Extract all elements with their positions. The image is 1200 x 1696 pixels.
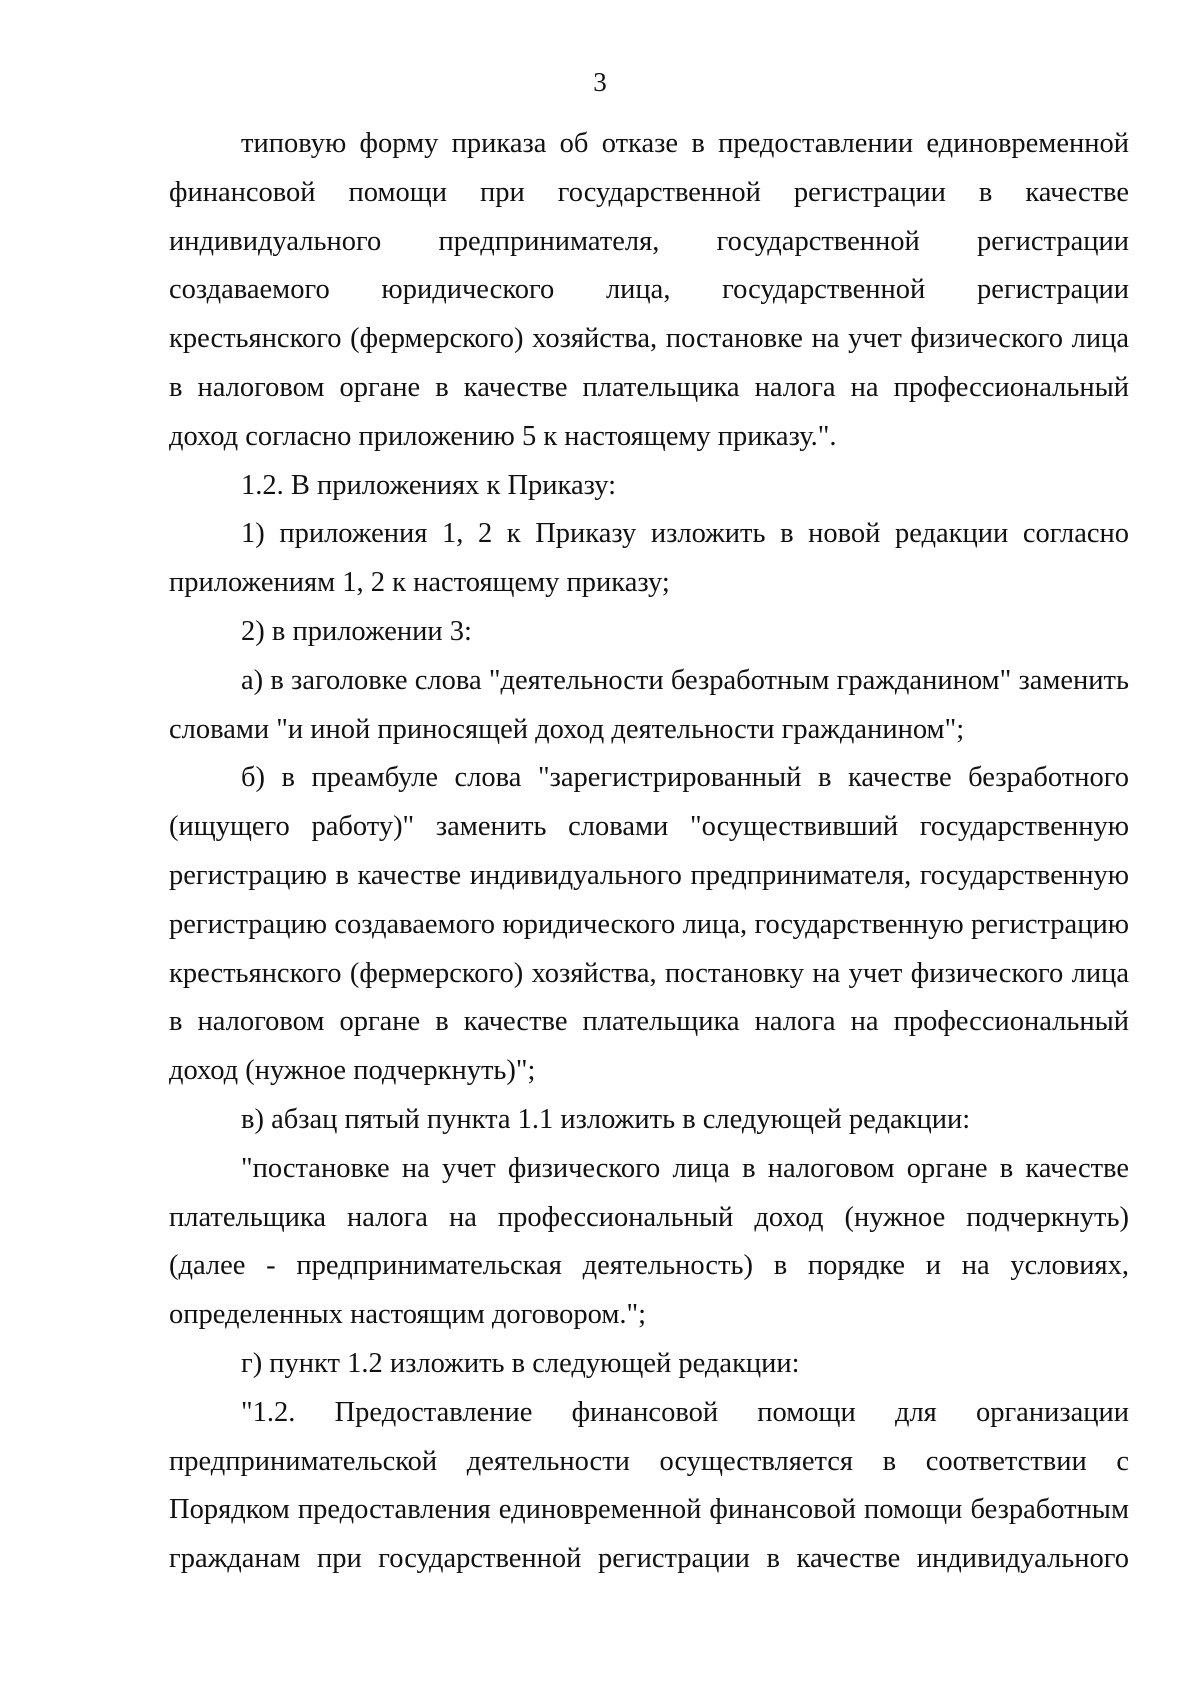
paragraph-item-1: 1) приложения 1, 2 к Приказу изложить в новой редакции согласно приложениям 1, 2 к настоящему приказу; xyxy=(169,518,1129,599)
paragraph-subitem-v: в) абзац пятый пункта 1.1 изложить в следующей редакции: xyxy=(241,1103,971,1135)
paragraph-subitem-g: г) пункт 1.2 изложить в следующей редакции: xyxy=(241,1347,800,1379)
paragraph-quoted-1-2: "1.2. Предоставление финансовой помощи для организации предпринимательской деятельности осуществляется в соответствии с Порядком предоставления единовременной финансовой помощи безработным гражданам при государственной регистрации в качестве индивидуального xyxy=(169,1396,1129,1575)
paragraph-1-2-heading: 1.2. В приложениях к Приказу: xyxy=(241,469,617,501)
paragraph-subitem-a: а) в заголовке слова "деятельности безработным гражданином" заменить словами "и иной приносящей доход деятельности гражданином"; xyxy=(169,664,1129,745)
paragraph-quoted-text: "постановке на учет физического лица в налоговом органе в качестве плательщика налога на профессиональный доход (нужное подчеркнуть) (далее - предпринимательская деятельность) в порядке и на условиях, определенных настоящим договором."; xyxy=(169,1152,1129,1331)
page-number: 3 xyxy=(593,67,607,97)
paragraph-subitem-b: б) в преамбуле слова "зарегистрированный в качестве безработного (ищущего работу)" заменить словами "осуществивший государственную регистрацию в качестве индивидуального предпринимателя, государственную регистрацию создаваемого юридического лица, государственную регистрацию крестьянского (фермерского) хозяйства, постановку на учет физического лица в налоговом органе в качестве плательщика налога на профессиональный доход (нужное подчеркнуть)"; xyxy=(169,762,1129,1087)
paragraph-item-2: 2) в приложении 3: xyxy=(241,615,472,647)
document-body xyxy=(169,120,1129,1584)
paragraph-template-form: типовую форму приказа об отказе в предоставлении единовременной финансовой помощи при государственной регистрации в качестве индивидуального предпринимателя, государственной регистрации создаваемого юридического лица, государственной регистрации крестьянского (фермерского) хозяйства, постановке на учет физического лица в налоговом органе в качестве плательщика налога на профессиональный доход согласно приложению 5 к настоящему приказу.". xyxy=(169,128,1129,452)
